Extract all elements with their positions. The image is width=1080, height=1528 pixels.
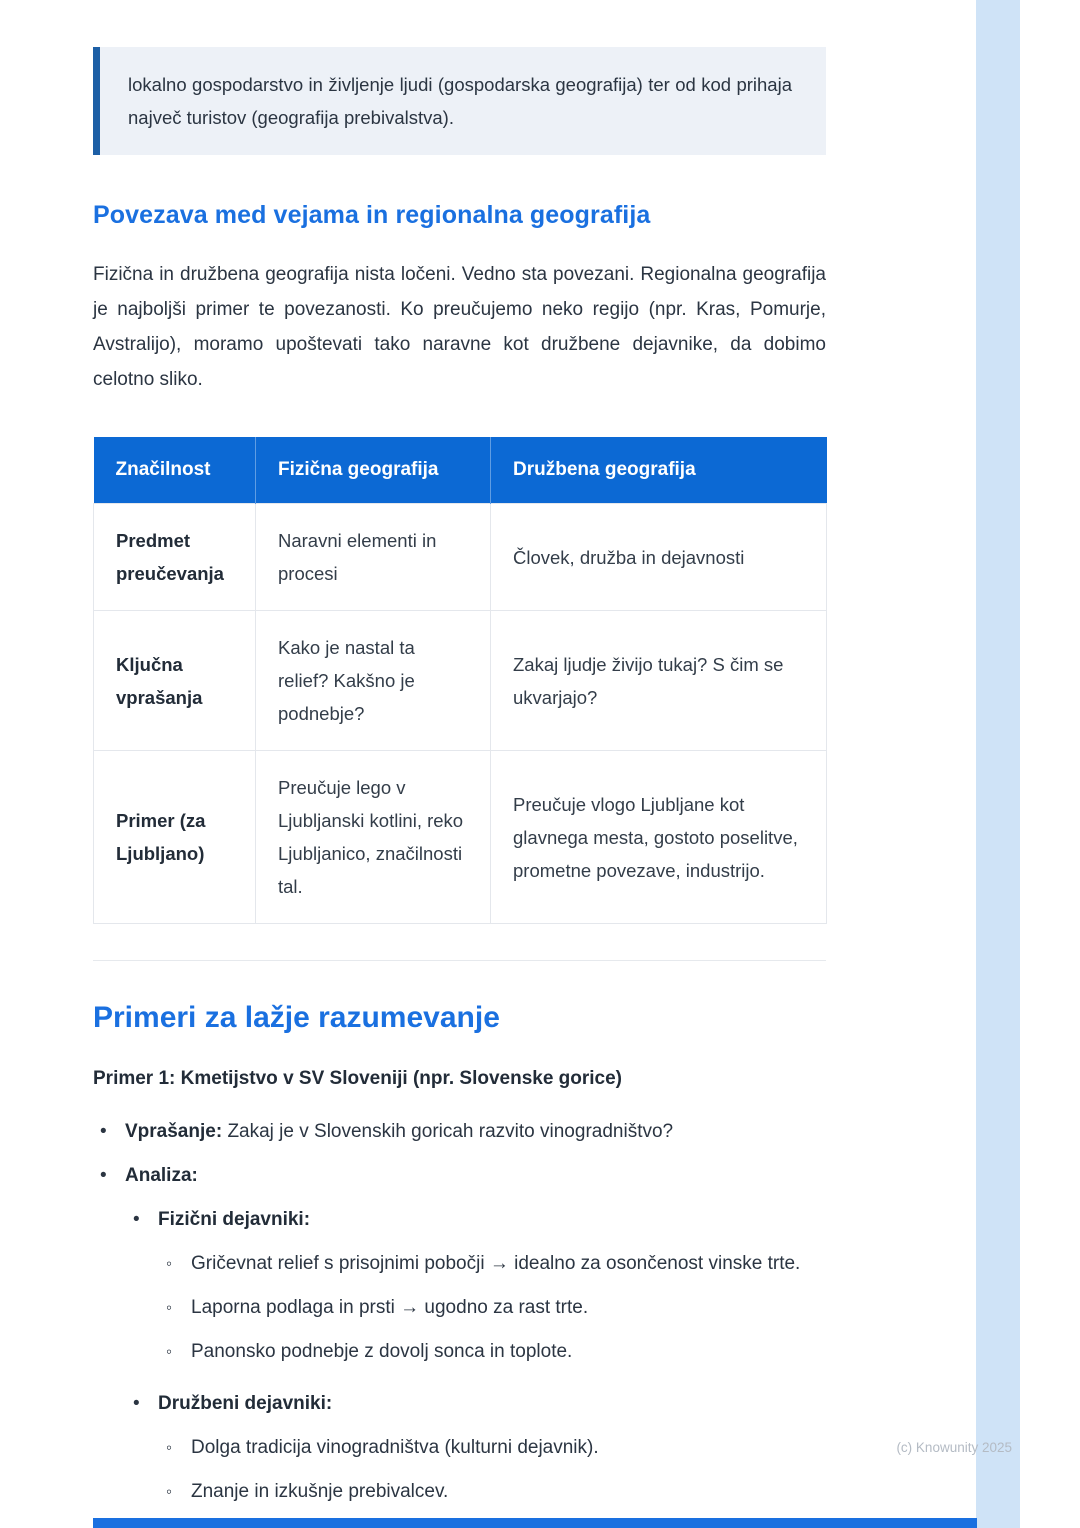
table-row (94, 751, 827, 924)
list-item-text: Dolga tradicija vinogradništva (kulturni dejavnik). (191, 1437, 599, 1458)
blockquote (93, 47, 826, 155)
section-paragraph: Fizična in družbena geografija nista ločeni. Vedno sta povezani. Regionalna geografija je najboljši primer te povezanosti. Ko preučujemo neko regijo (npr. Kras, Pomurje, Avstralijo), moramo upoštevati tako naravne kot družbene dejavnike, da dobimo celotno sliko. (93, 264, 826, 390)
list-item-text (158, 1386, 332, 1421)
social-factors-label: Družbeni dejavniki: (158, 1393, 333, 1414)
table-cell-social: Človek, družba in dejavnosti (491, 504, 827, 611)
physical-factors-label: Fizični dejavniki: (158, 1209, 311, 1230)
table-cell-feature: Predmet preučevanja (94, 504, 256, 611)
example-title: Primer 1: Kmetijstvo v SV Sloveniji (npr. Slovenske gorice) (93, 1068, 623, 1089)
example-list (93, 1114, 826, 1509)
table-header-feature: Značilnost (94, 437, 256, 504)
table-row (94, 611, 827, 751)
bullet-icon: • (100, 1121, 107, 1142)
table-header-physical: Fizična geografija (256, 437, 491, 504)
list-item-analysis (93, 1158, 826, 1193)
table-cell-physical: Kako je nastal ta relief? Kakšno je podnebje? (256, 611, 491, 751)
section-heading-connection: Povezava med vejama in regionalna geografija (93, 201, 651, 229)
page-margin-strip (976, 0, 1020, 1528)
bullet-icon: • (100, 1165, 107, 1186)
table-header-row (94, 437, 827, 504)
comparison-table (93, 437, 827, 924)
list-item-text (125, 1114, 673, 1149)
table-header-social: Družbena geografija (491, 437, 827, 504)
list-item-text (158, 1202, 310, 1237)
list-item-text: Laporna podlaga in prsti → ugodno za rast trte. (191, 1297, 589, 1318)
footer-credit: (c) Knowunity 2025 (896, 1440, 1012, 1455)
blockquote-text: lokalno gospodarstvo in življenje ljudi (gospodarska geografija) ter od kod prihaja največ turistov (geografija prebivalstva). (128, 74, 792, 128)
hollow-bullet-icon: ◦ (166, 1482, 173, 1501)
list-item-physical-1 (93, 1246, 826, 1281)
bullet-icon: • (133, 1393, 140, 1414)
list-item-social-2 (93, 1474, 826, 1509)
table-cell-feature: Primer (za Ljubljano) (94, 751, 256, 924)
list-item-physical-3 (93, 1334, 826, 1369)
list-item-physical-2 (93, 1290, 826, 1325)
page-bottom-bar (93, 1518, 977, 1528)
list-item-text: Znanje in izkušnje prebivalcev. (191, 1481, 449, 1502)
hollow-bullet-icon: ◦ (166, 1342, 173, 1361)
table-cell-physical: Naravni elementi in procesi (256, 504, 491, 611)
table-cell-social: Preučuje vlogo Ljubljane kot glavnega mesta, gostoto poselitve, prometne povezave, industrijo. (491, 751, 827, 924)
list-item-question (93, 1114, 826, 1149)
table-cell-physical: Preučuje lego v Ljubljanski kotlini, reko Ljubljanico, značilnosti tal. (256, 751, 491, 924)
question-label: Vprašanje: (125, 1121, 223, 1142)
table-cell-feature: Ključna vprašanja (94, 611, 256, 751)
section-heading-examples: Primeri za lažje razumevanje (93, 1001, 500, 1034)
list-item-social-1 (93, 1430, 826, 1465)
question-text: Zakaj je v Slovenskih goricah razvito vinogradništvo? (227, 1121, 674, 1142)
hollow-bullet-icon: ◦ (166, 1298, 173, 1317)
analysis-label: Analiza: (125, 1165, 198, 1186)
list-item-text (125, 1158, 198, 1193)
bullet-icon: • (133, 1209, 140, 1230)
list-item-physical-factors (93, 1202, 826, 1237)
table-row (94, 504, 827, 611)
list-item-text: Panonsko podnebje z dovolj sonca in toplote. (191, 1341, 573, 1362)
hollow-bullet-icon: ◦ (166, 1438, 173, 1457)
section-divider (93, 960, 826, 961)
list-item-social-factors (93, 1386, 826, 1421)
document-content (93, 0, 826, 1518)
list-item-text: Gričevnat relief s prisojnimi pobočji → idealno za osončenost vinske trte. (191, 1253, 801, 1274)
table-cell-social: Zakaj ljudje živijo tukaj? S čim se ukvarjajo? (491, 611, 827, 751)
hollow-bullet-icon: ◦ (166, 1254, 173, 1273)
